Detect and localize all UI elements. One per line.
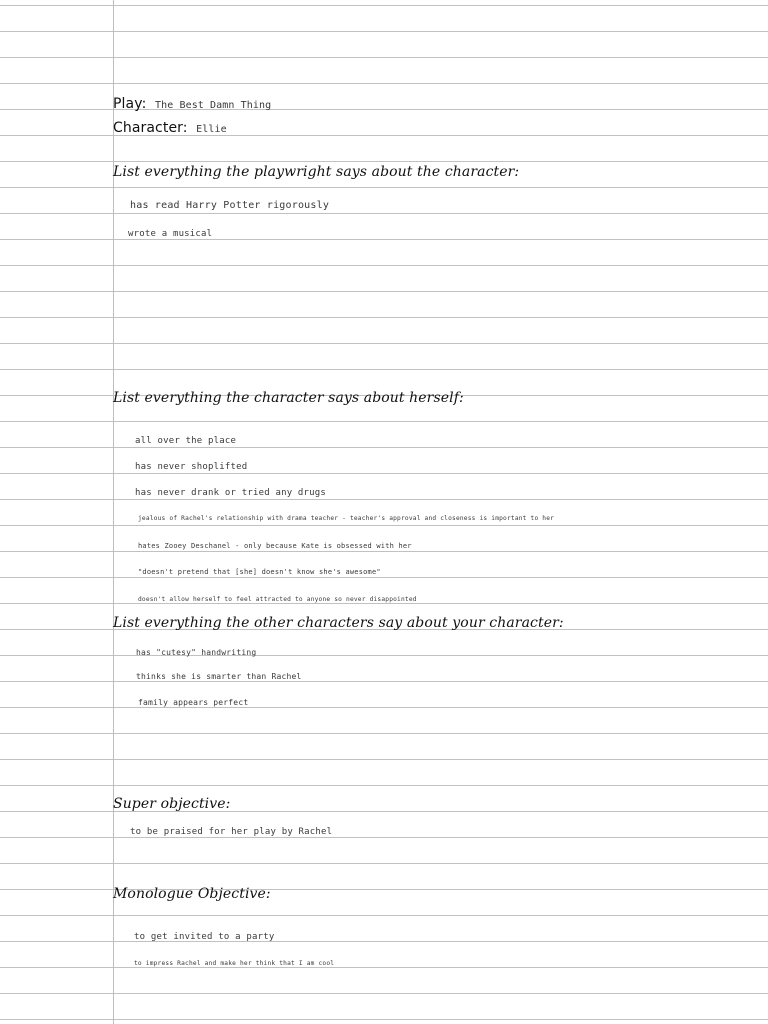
others-item: thinks she is smarter than Rachel xyxy=(136,672,302,681)
play-field xyxy=(113,96,271,112)
others-item: family appears perfect xyxy=(138,698,249,707)
others-heading: List everything the other characters say about your character: xyxy=(113,615,564,631)
play-label: Play: xyxy=(113,96,147,112)
character-value: Ellie xyxy=(196,124,227,135)
self-item: has never drank or tried any drugs xyxy=(135,488,327,498)
monologue-objective-item: to get invited to a party xyxy=(134,932,275,942)
self-heading: List everything the character says about herself: xyxy=(113,390,464,406)
super-objective-heading: Super objective: xyxy=(113,796,231,812)
monologue-objective-item: to impress Rachel and make her think that I am cool xyxy=(134,960,335,967)
character-field xyxy=(113,120,227,136)
self-item: has never shoplifted xyxy=(135,462,248,472)
character-label: Character: xyxy=(113,120,188,136)
playwright-item: has read Harry Potter rigorously xyxy=(130,200,330,211)
self-item: hates Zooey Deschanel - only because Kate is obsessed with her xyxy=(138,542,412,550)
self-item: jealous of Rachel's relationship with drama teacher - teacher's approval and closeness is important to her xyxy=(138,515,555,522)
self-item: "doesn't pretend that [she] doesn't know she's awesome" xyxy=(138,568,381,576)
self-item: all over the place xyxy=(135,436,237,446)
monologue-objective-heading: Monologue Objective: xyxy=(113,886,271,902)
super-objective-item: to be praised for her play by Rachel xyxy=(130,827,333,837)
play-value: The Best Damn Thing xyxy=(154,100,272,111)
self-item: doesn't allow herself to feel attracted to anyone so never disappointed xyxy=(138,596,417,603)
others-item: has "cutesy" handwriting xyxy=(136,648,257,657)
playwright-heading: List everything the playwright says about the character: xyxy=(113,164,520,180)
margin-line xyxy=(113,0,114,1024)
playwright-item: wrote a musical xyxy=(128,229,213,239)
